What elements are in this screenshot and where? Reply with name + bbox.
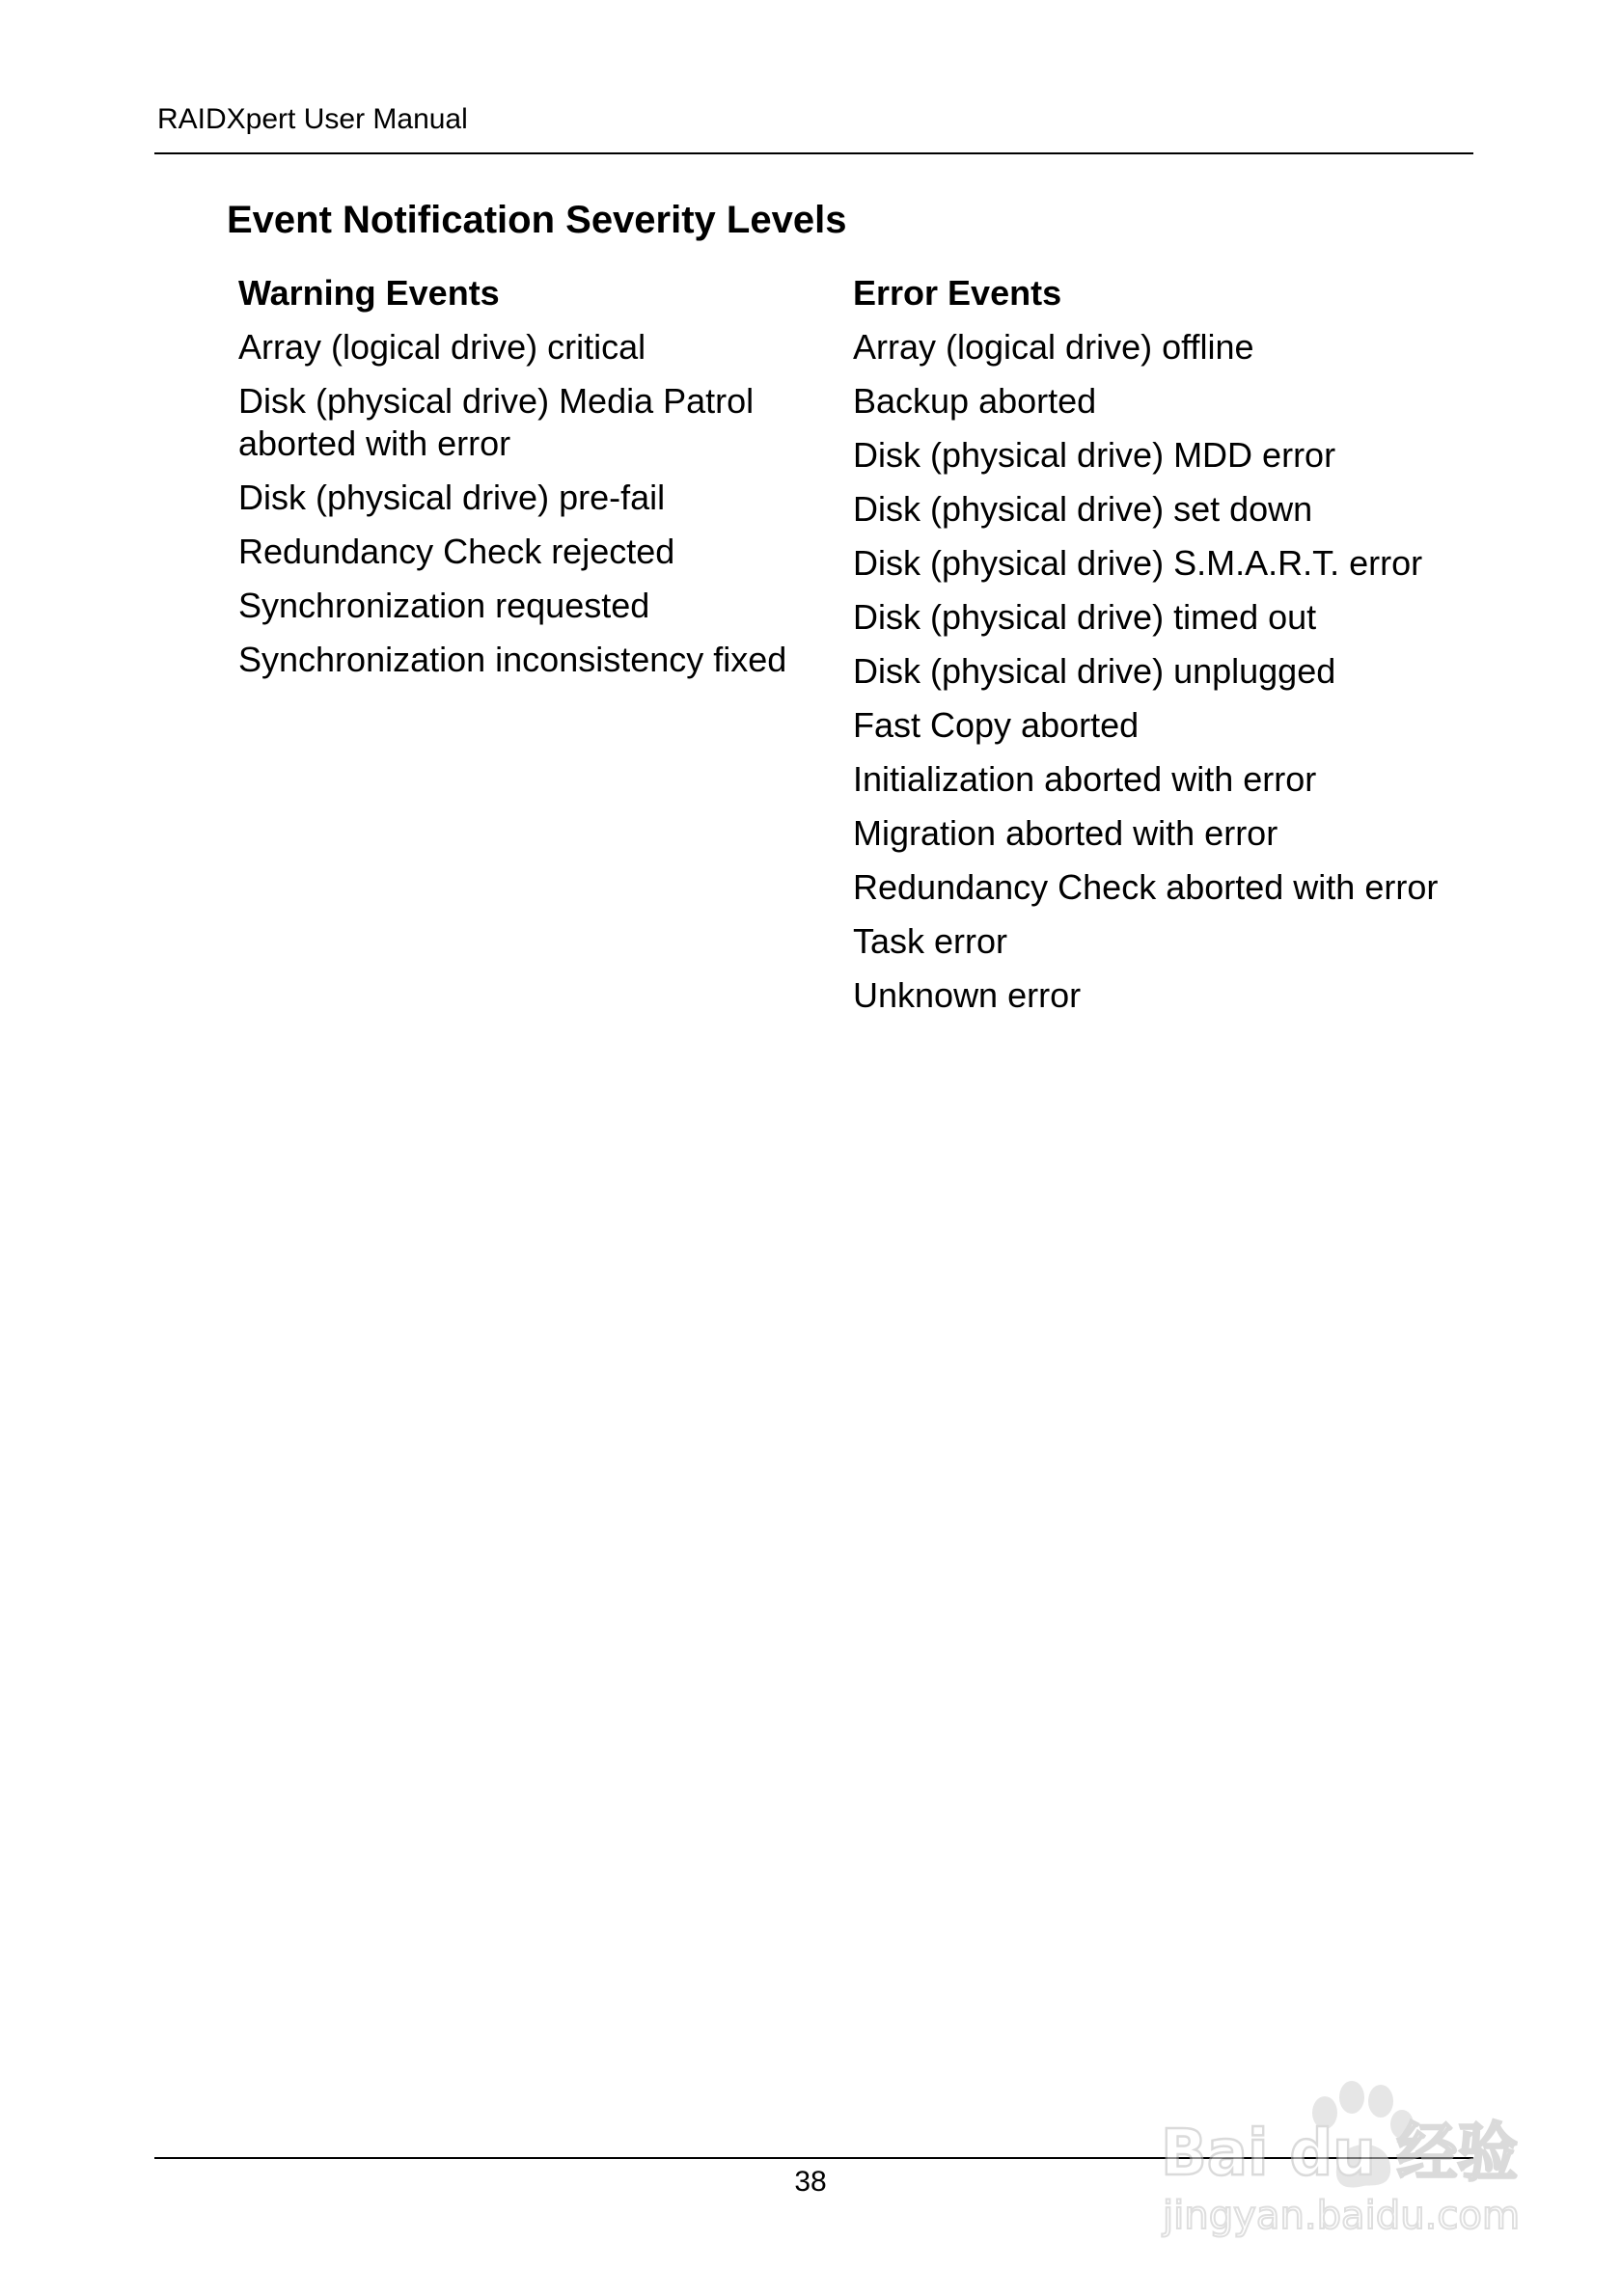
list-item: Synchronization inconsistency fixed xyxy=(238,640,787,679)
list-item: Task error xyxy=(853,921,1008,961)
list-item: Disk (physical drive) pre-fail xyxy=(238,478,666,517)
list-item: Synchronization requested xyxy=(238,586,650,625)
list-item: Initialization aborted with error xyxy=(853,759,1317,799)
watermark-brand: Bai du 经验 xyxy=(1161,2116,1518,2190)
error-events-column xyxy=(853,272,1470,1028)
list-item: Redundancy Check aborted with error xyxy=(853,867,1439,907)
header-title: RAIDXpert User Manual xyxy=(157,103,468,135)
error-events-list xyxy=(853,326,1470,1017)
header-rule xyxy=(154,152,1473,154)
list-item: Array (logical drive) critical xyxy=(238,327,646,367)
warning-events-heading: Warning Events xyxy=(238,273,500,313)
error-events-heading: Error Events xyxy=(853,273,1062,313)
list-item: Backup aborted xyxy=(853,381,1097,421)
list-item: Disk (physical drive) set down xyxy=(853,489,1313,529)
watermark-url: jingyan.baidu.com xyxy=(1161,2194,1520,2238)
warning-events-column xyxy=(238,272,817,693)
watermark xyxy=(1153,2055,1539,2248)
warning-events-list xyxy=(238,326,817,681)
list-item: Fast Copy aborted xyxy=(853,705,1140,745)
list-item: Disk (physical drive) Media Patrol aborted with error xyxy=(238,381,755,463)
section-title: Event Notification Severity Levels xyxy=(227,199,847,241)
list-item: Unknown error xyxy=(853,975,1082,1015)
page-number: 38 xyxy=(794,2166,827,2198)
list-item: Disk (physical drive) unplugged xyxy=(853,651,1336,691)
list-item: Migration aborted with error xyxy=(853,813,1278,853)
list-item: Disk (physical drive) MDD error xyxy=(853,435,1336,475)
list-item: Disk (physical drive) timed out xyxy=(853,597,1317,637)
list-item: Array (logical drive) offline xyxy=(853,327,1254,367)
list-item: Disk (physical drive) S.M.A.R.T. error xyxy=(853,543,1423,583)
list-item: Redundancy Check rejected xyxy=(238,532,675,571)
